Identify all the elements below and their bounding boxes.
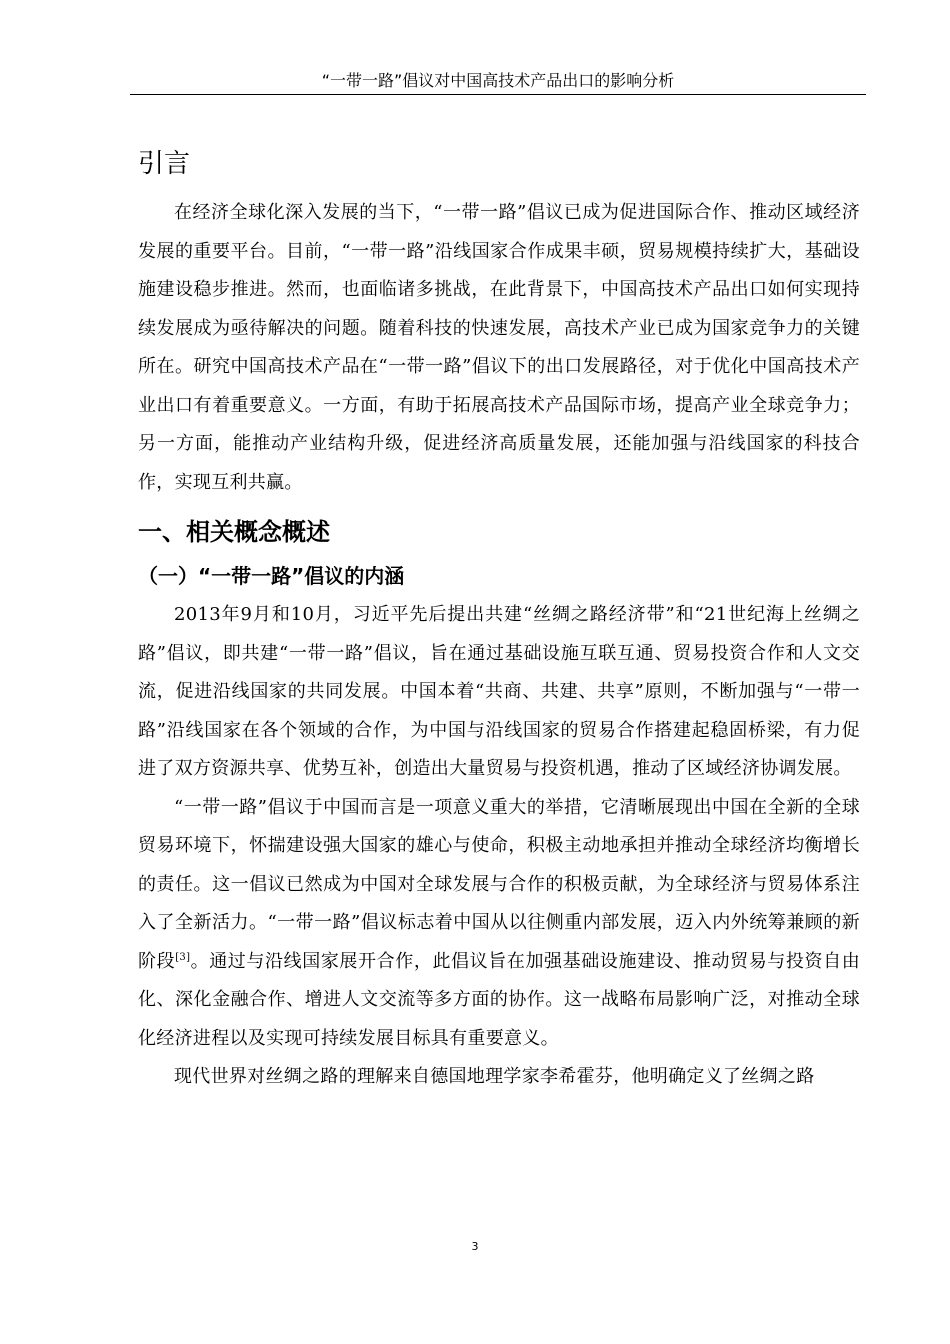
running-header: “一带一路”倡议对中国高技术产品出口的影响分析 bbox=[130, 70, 866, 95]
body-paragraph-1: 2013年9月和10月，习近平先后提出共建“丝绸之路经济带”和“21世纪海上丝绸之路”倡议，即共建“一带一路”倡议，旨在通过基础设施互联互通、贸易投资合作和人文交流，促进沿线国家的共同发展。中国本着“共商、共建、共享”原则，不断加强与“一带一路”沿线国家在各个领域的合作，为中国与沿线国家的贸易合作搭建起稳固桥梁，有力促进了双方资源共享、优势互补，创造出大量贸易与投资机遇，推动了区域经济协调发展。 bbox=[138, 604, 860, 779]
body-paragraph-2 bbox=[138, 789, 860, 1059]
body-paragraph-3: 现代世界对丝绸之路的理解来自德国地理学家李希霍芬，他明确定义了丝绸之路 bbox=[174, 1066, 815, 1087]
citation-ref: [3] bbox=[175, 951, 191, 963]
intro-heading: 引言 bbox=[138, 149, 191, 179]
paragraph-text: 。通过与沿线国家展开合作，此倡议旨在加强基础设施建设、推动贸易与投资自由化、深化金融合作、增进人文交流等多方面的协作。这一战略布局影响广泛，对推动全球化经济进程以及实现可持续发展目标具有重要意义。 bbox=[138, 950, 861, 1049]
page-number: 3 bbox=[471, 1240, 479, 1253]
section-heading: 一、相关概念概述 bbox=[138, 518, 330, 546]
paragraph-text: “一带一路”倡议于中国而言是一项意义重大的举措，它清晰展现出中国在全新的全球贸易环境下，怀揣建设强大国家的雄心与使命，积极主动地承担并推动全球经济均衡增长的责任。这一倡议已然成为中国对全球发展与合作的积极贡献，为全球经济与贸易体系注入了全新活力。“一带一路”倡议标志着中国从以往侧重内部发展，迈入内外统筹兼顾的新阶段 bbox=[138, 796, 860, 972]
document-body bbox=[138, 142, 860, 1097]
intro-paragraph: 在经济全球化深入发展的当下，“一带一路”倡议已成为促进国际合作、推动区域经济发展的重要平台。目前，“一带一路”沿线国家合作成果丰硕，贸易规模持续扩大，基础设施建设稳步推进。然而，也面临诸多挑战，在此背景下，中国高技术产品出口如何实现持续发展成为亟待解决的问题。随着科技的快速发展，高技术产业已成为国家竞争力的关键所在。研究中国高技术产品在“一带一路”倡议下的出口发展路径，对于优化中国高技术产业出口有着重要意义。一方面，有助于拓展高技术产品国际市场，提高产业全球竞争力；另一方面，能推动产业结构升级，促进经济高质量发展，还能加强与沿线国家的科技合作，实现互利共赢。 bbox=[138, 202, 860, 493]
subsection-heading: （一）“一带一路”倡议的内涵 bbox=[138, 564, 405, 588]
